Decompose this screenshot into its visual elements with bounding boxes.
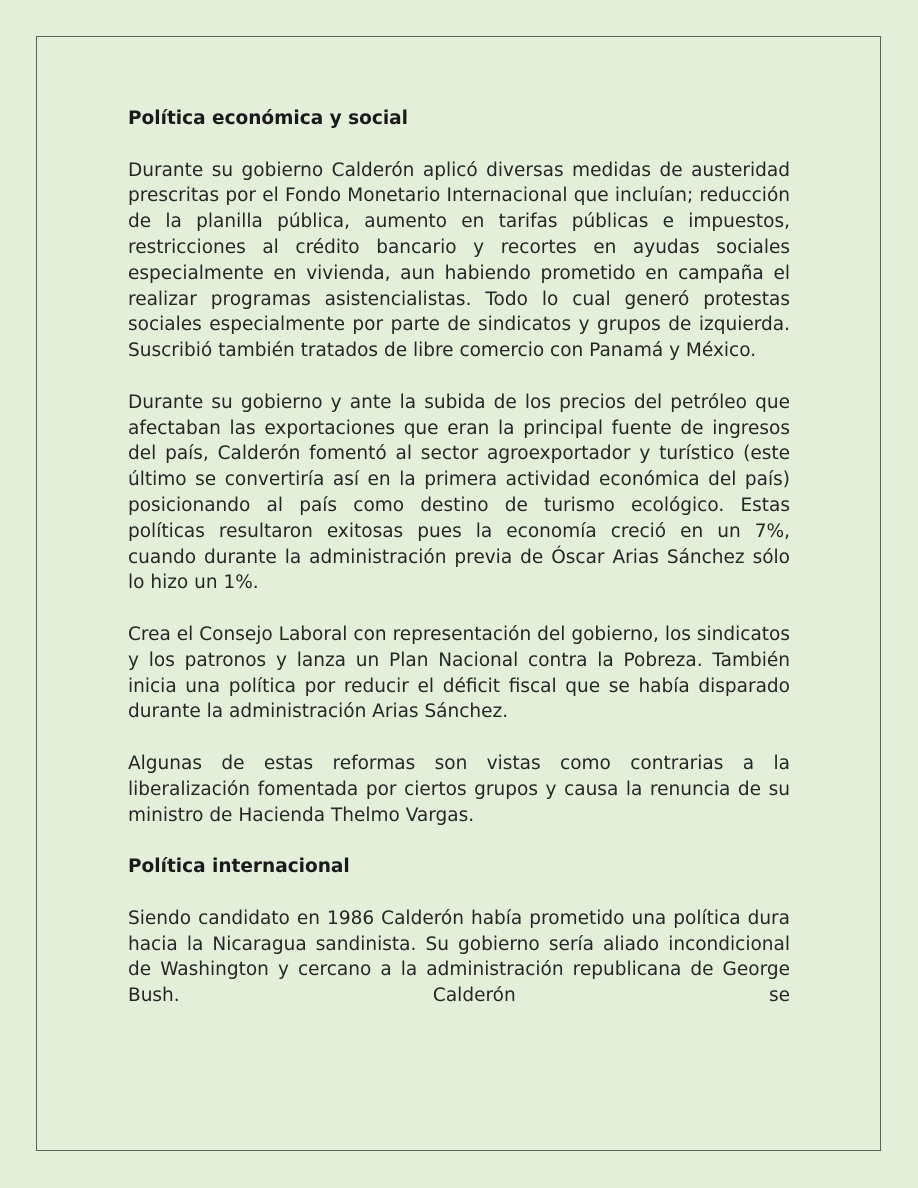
paragraph-foreign-policy: Siendo candidato en 1986 Calderón había prometido una política dura hacia la Nicaragua sandinista. Su gobierno sería aliado incondicional de Washington y cercano a la administración republicana de George Bush. Calderón se (128, 907, 790, 1007)
section-heading-international: Política internacional (128, 856, 350, 878)
section-heading-economic-social: Política económica y social (128, 108, 408, 129)
paragraph-oil-tourism: Durante su gobierno y ante la subida de los precios del petróleo que afectaban las exportaciones que eran la principal fuente de ingresos del país, Calderón fomentó al sector agroexportador y turístico (este último se convertiría así en la primera actividad económica del país) posicionando al país como destino de turismo ecológico. Estas políticas resultaron exitosas pues la economía creció en un 7%, cuando durante la administración previa de Óscar Arias Sánchez sólo lo hizo un 1%. (128, 391, 790, 594)
paragraph-reforms: Algunas de estas reformas son vistas como contrarias a la liberalización fomentada por ciertos grupos y causa la renuncia de su ministro de Hacienda Thelmo Vargas. (128, 752, 790, 826)
document-body (128, 106, 790, 1009)
paragraph-labor-council: Crea el Consejo Laboral con representación del gobierno, los sindicatos y los patronos y lanza un Plan Nacional contra la Pobreza. También inicia una política por reducir el déficit fiscal que se había disparado durante la administración Arias Sánchez. (128, 623, 790, 723)
paragraph-austerity: Durante su gobierno Calderón aplicó diversas medidas de austeridad prescritas por el Fondo Monetario Internacional que incluían; reducción de la planilla pública, aumento en tarifas públicas e impuestos, restricciones al crédito bancario y recortes en ayudas sociales especialmente en vivienda, aun habiendo prometido en campaña el realizar programas asistencialistas. Todo lo cual generó protestas sociales especialmente por parte de sindicatos y grupos de izquierda. Suscribió también tratados de libre comercio con Panamá y México. (128, 159, 790, 362)
